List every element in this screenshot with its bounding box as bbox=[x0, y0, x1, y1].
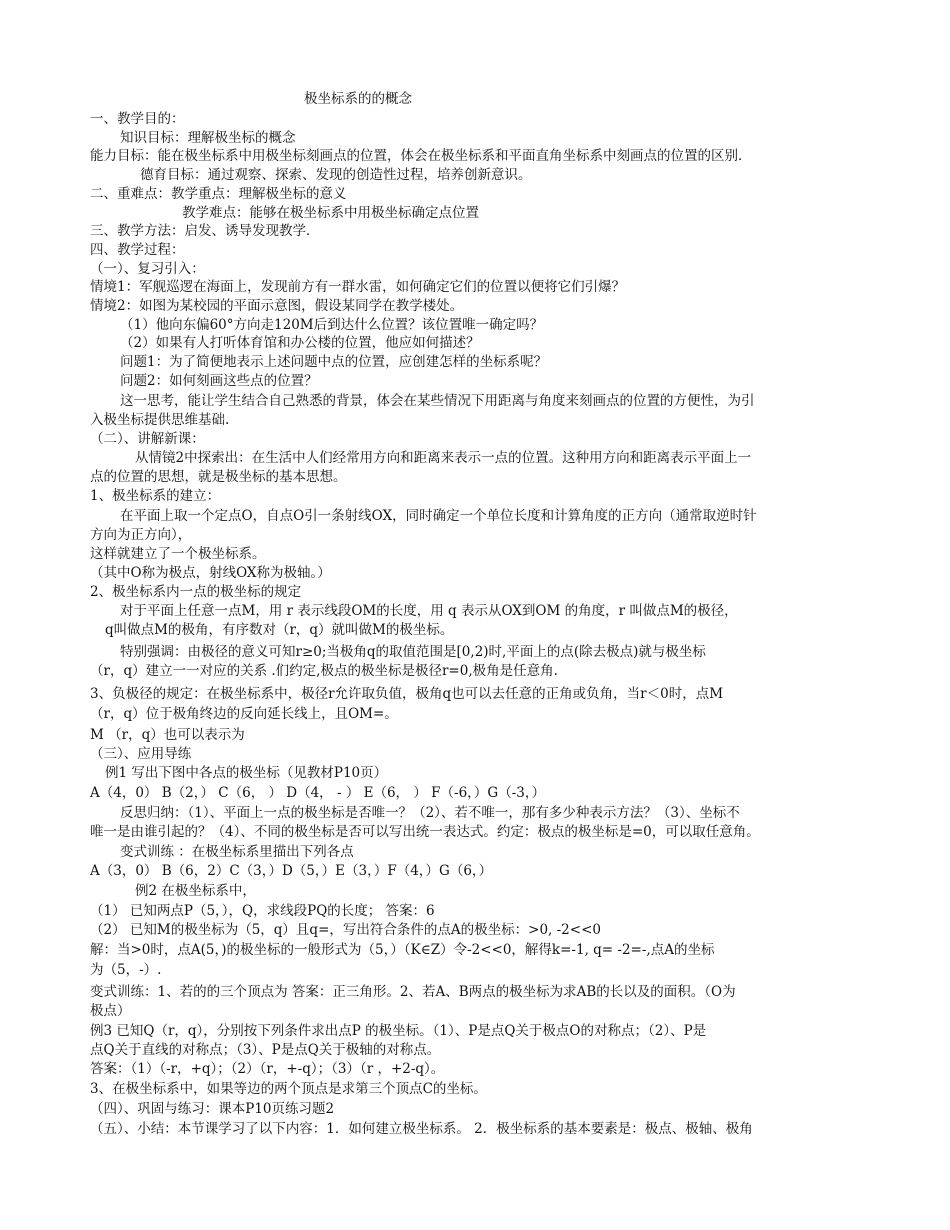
text-line: 答案：（1）（-r，+q）；（2）（r，+-q）；（3）（r ，+2-q）。 bbox=[90, 1061, 445, 1077]
text-line: （2） 已知M的极坐标为（5，q）且q=，写出符合条件的点A的极坐标：>0, -2<<0 bbox=[90, 922, 601, 938]
text-line: 问题2：如何刻画这些点的位置？ bbox=[120, 373, 318, 389]
text-line: 问题1：为了简便地表示上述问题中点的位置，应创建怎样的坐标系呢？ bbox=[120, 354, 548, 370]
text-line: 3、在极坐标系中，如果等边的两个顶点是求第三个顶点C的坐标。 bbox=[90, 1081, 487, 1097]
text-line: （四）、巩固与练习：课本P10页练习题2 bbox=[90, 1101, 335, 1117]
text-line: （三）、应用导练 bbox=[90, 746, 192, 762]
text-line: 方向为正方向）， bbox=[90, 527, 192, 543]
text-line: （其中O称为极点，射线OX称为极轴。） bbox=[90, 565, 331, 581]
text-line: 解：当>0时，点A(5，)的极坐标的一般形式为（5，）（K∈Z）令-2<<0，解得k=-1, q= -2=-,点A的坐标 bbox=[90, 942, 715, 958]
page-title: 极坐标系的的概念 bbox=[304, 91, 412, 107]
text-line: 例2 在极坐标系中， bbox=[135, 883, 256, 899]
text-line: 知识目标：理解极坐标的概念 bbox=[120, 130, 296, 146]
text-line: 变式训练 ：在极坐标系里描出下列各点 bbox=[120, 844, 354, 860]
text-line: 为（5，-）. bbox=[90, 962, 162, 978]
text-line: 1、极坐标系的建立： bbox=[90, 488, 221, 504]
text-line: 情境2：如图为某校园的平面示意图，假设某同学在教学楼处。 bbox=[90, 298, 464, 314]
text-line: 这样就建立了一个极坐标系。 bbox=[90, 546, 266, 562]
text-line: 反思归纳：（1）、平面上一点的极坐标是否唯一？（2）、若不唯一，那有多少种表示方法？（3）、坐标不 bbox=[120, 805, 740, 821]
text-line: （二）、讲解新课： bbox=[90, 431, 205, 447]
text-line: 例1 写出下图中各点的极坐标（见教材P10页） bbox=[105, 765, 388, 781]
text-line: （2）如果有人打听体育馆和办公楼的位置，他应如何描述？ bbox=[120, 335, 480, 351]
text-line: 二、重难点：教学重点：理解极坐标的意义 bbox=[90, 186, 347, 202]
text-line: 极点） bbox=[90, 1003, 131, 1019]
text-line: 变式训练：1、若的的三个顶点为 答案：正三角形。2、若A、B两点的极坐标为求AB的长以及的面积。（O为 bbox=[90, 984, 736, 1000]
text-line: 能力目标：能在极坐标系中用极坐标刻画点的位置，体会在极坐标系和平面直角坐标系中刻画点的位置的区别． bbox=[90, 148, 752, 164]
text-line: 对于平面上任意一点M，用 r 表示线段OM的长度，用 q 表示从OX到OM 的角度，r 叫做点M的极径， bbox=[120, 603, 738, 619]
text-line: 情境1：军舰巡逻在海面上，发现前方有一群水雷，如何确定它们的位置以便将它们引爆？ bbox=[90, 279, 626, 295]
text-line: （1） 已知两点P（5，），Q，求线段PQ的长度； 答案：6 bbox=[90, 903, 435, 919]
text-line: （一）、复习引入： bbox=[90, 261, 205, 277]
text-line: （r，q）位于极角终边的反向延长线上，且OM=。 bbox=[90, 706, 398, 722]
text-line: 点的位置的思想，就是极坐标的基本思想。 bbox=[90, 469, 347, 485]
text-line: 特别强调：由极径的意义可知r≥0;当极角q的取值范围是[0,2)时,平面上的点(除去极点)就与极坐标 bbox=[120, 644, 706, 660]
text-line: q叫做点M的极角，有序数对（r，q）就叫做M的极坐标。 bbox=[105, 622, 454, 638]
text-line: 四、教学过程： bbox=[90, 242, 185, 258]
text-line: 唯一是由谁引起的？（4）、不同的极坐标是否可以写出统一表达式。约定：极点的极坐标是=0，可以取任意角。 bbox=[90, 824, 760, 840]
text-line: A（3，0） B（6，2）C（3，）D（5，）E（3，）F（4，）G（6，） bbox=[90, 863, 493, 879]
text-line: 教学难点：能够在极坐标系中用极坐标确定点位置 bbox=[182, 205, 479, 221]
text-line: 三、教学方法：启发、诱导发现教学． bbox=[90, 223, 320, 239]
text-line: 例3 已知Q（r，q），分别按下列条件求出点P 的极坐标。（1）、P是点Q关于极点O的对称点；（2）、P是 bbox=[90, 1023, 707, 1039]
text-line: （r，q）建立一一对应的关系 .们约定,极点的极坐标是极径r=0,极角是任意角. bbox=[90, 663, 558, 679]
text-line: 在平面上取一个定点O，自点O引一条射线OX，同时确定一个单位长度和计算角度的正方向（通常取逆时针 bbox=[120, 508, 757, 524]
text-line: 点Q关于直线的对称点；（3）、P是点Q关于极轴的对称点。 bbox=[90, 1042, 441, 1058]
text-line: M （r，q）也可以表示为 bbox=[90, 727, 245, 743]
text-line: （1）他向东偏60°方向走120M后到达什么位置？该位置唯一确定吗？ bbox=[120, 317, 544, 333]
text-line: 2、极坐标系内一点的极坐标的规定 bbox=[90, 584, 302, 600]
text-line: （五）、小结：本节课学习了以下内容：1．如何建立极坐标系。 2．极坐标系的基本要素是：极点、极轴、极角 bbox=[90, 1121, 753, 1137]
text-line: 入极坐标提供思维基础. bbox=[90, 412, 230, 428]
text-line: 3、负极径的规定：在极坐标系中，极径r允许取负值，极角q也可以去任意的正角或负角，当r＜0时，点M bbox=[90, 686, 724, 702]
text-line: 德育目标：通过观察、探索、发现的创造性过程，培养创新意识。 bbox=[140, 167, 532, 183]
text-line: 这一思考，能让学生结合自己熟悉的背景，体会在某些情况下用距离与角度来刻画点的位置的方便性，为引 bbox=[120, 393, 755, 409]
text-line: 从情镜2中探索出：在生活中人们经常用方向和距离来表示一点的位置。这种用方向和距离表示平面上一 bbox=[135, 450, 752, 466]
text-line: 一、教学目的： bbox=[90, 111, 185, 127]
text-line: A（4，0） B（2，） C（6， ） D（4， - ） E（6， ） F（-6，）G（-3，） bbox=[90, 785, 546, 801]
